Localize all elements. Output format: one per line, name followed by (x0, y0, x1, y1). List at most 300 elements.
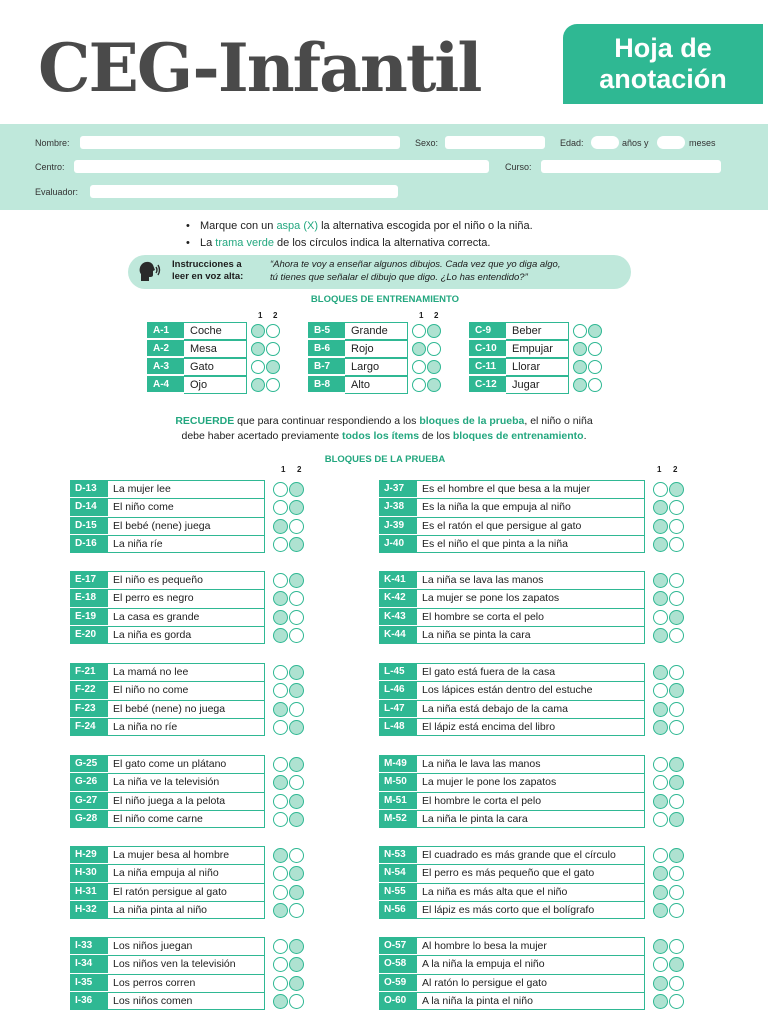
option-1-circle[interactable] (251, 360, 265, 374)
option-1-circle[interactable] (273, 665, 288, 680)
column-header-1: 1 (258, 311, 263, 320)
option-2-circle[interactable] (669, 519, 684, 534)
test-block (70, 755, 313, 828)
test-row (379, 901, 693, 919)
option-1-circle[interactable] (412, 324, 426, 338)
item-sentence: La niña se lava las manos (417, 571, 645, 589)
option-1-circle[interactable] (412, 360, 426, 374)
read-aloud-box (128, 255, 631, 289)
option-1-circle[interactable] (412, 378, 426, 392)
item-word: Gato (184, 358, 247, 376)
option-2-circle[interactable] (266, 324, 280, 338)
test-row (70, 792, 313, 810)
item-code: M-50 (379, 773, 417, 791)
test-row (379, 883, 693, 901)
item-code: O-57 (379, 937, 417, 955)
nombre-label: Nombre: (35, 138, 70, 148)
option-1-circle[interactable] (653, 885, 668, 900)
option-1-circle[interactable] (653, 720, 668, 735)
option-1-circle[interactable] (273, 939, 288, 954)
training-block (308, 322, 448, 394)
test-block (379, 480, 693, 553)
curso-field[interactable] (541, 160, 721, 173)
item-code: B-5 (308, 322, 345, 339)
item-code: G-26 (70, 773, 108, 791)
item-code: F-22 (70, 681, 108, 699)
item-sentence: Es el ratón el que persigue al gato (417, 517, 645, 535)
item-code: C-12 (469, 376, 506, 393)
option-2-circle[interactable] (289, 957, 304, 972)
evaluador-label: Evaluador: (35, 187, 79, 197)
test-row (379, 498, 693, 516)
item-code: I-35 (70, 974, 108, 992)
speaking-head-icon (138, 261, 162, 288)
item-sentence: La niña es gorda (108, 626, 265, 644)
option-1-circle[interactable] (573, 324, 587, 338)
option-1-circle[interactable] (273, 976, 288, 991)
option-1-circle[interactable] (653, 628, 668, 643)
item-code: H-32 (70, 901, 108, 919)
item-code: L-47 (379, 700, 417, 718)
bullet-text: de los círculos indica la alternativa correcta. (274, 237, 491, 249)
read-aloud-label (172, 259, 243, 283)
option-1-circle[interactable] (653, 537, 668, 552)
option-1-circle[interactable] (653, 848, 668, 863)
test-row (379, 589, 693, 607)
item-code: N-53 (379, 846, 417, 864)
option-1-circle[interactable] (653, 976, 668, 991)
option-2-circle[interactable] (289, 683, 304, 698)
test-row (70, 700, 313, 718)
reminder-notice (120, 414, 648, 444)
option-2-circle[interactable] (427, 360, 441, 374)
item-sentence: El hombre le corta el pelo (417, 792, 645, 810)
option-1-circle[interactable] (573, 378, 587, 392)
option-2-circle[interactable] (669, 775, 684, 790)
item-sentence: La mujer besa al hombre (108, 846, 265, 864)
option-1-circle[interactable] (412, 342, 426, 356)
item-code: O-58 (379, 955, 417, 973)
option-2-circle[interactable] (669, 628, 684, 643)
item-sentence: El gato come un plátano (108, 755, 265, 773)
item-code: G-25 (70, 755, 108, 773)
option-2-circle[interactable] (289, 866, 304, 881)
option-2-circle[interactable] (588, 360, 602, 374)
item-sentence: La mujer lee (108, 480, 265, 498)
item-code: B-8 (308, 376, 345, 393)
option-2-circle[interactable] (669, 500, 684, 515)
item-sentence: El lápiz es más corto que el bolígrafo (417, 901, 645, 919)
option-1-circle[interactable] (653, 665, 668, 680)
item-code: A-2 (147, 340, 184, 357)
item-code: B-7 (308, 358, 345, 375)
option-1-circle[interactable] (653, 757, 668, 772)
option-2-circle[interactable] (427, 324, 441, 338)
option-1-circle[interactable] (273, 482, 288, 497)
option-2-circle[interactable] (669, 957, 684, 972)
meses-label: meses (689, 138, 716, 148)
test-row (70, 883, 313, 901)
item-sentence: Es el niño el que pinta a la niña (417, 535, 645, 553)
column-header-2: 2 (297, 465, 302, 474)
option-2-circle[interactable] (669, 976, 684, 991)
item-code: J-38 (379, 498, 417, 516)
option-2-circle[interactable] (588, 324, 602, 338)
test-row (379, 792, 693, 810)
test-block (70, 480, 313, 553)
instructions-list (186, 218, 533, 252)
option-2-circle[interactable] (289, 573, 304, 588)
test-row (70, 626, 313, 644)
option-1-circle[interactable] (273, 775, 288, 790)
option-1-circle[interactable] (573, 360, 587, 374)
option-2-circle[interactable] (289, 519, 304, 534)
option-1-circle[interactable] (273, 500, 288, 515)
option-2-circle[interactable] (669, 683, 684, 698)
item-code: F-24 (70, 718, 108, 736)
option-2-circle[interactable] (266, 342, 280, 356)
item-code: F-23 (70, 700, 108, 718)
option-2-circle[interactable] (669, 812, 684, 827)
item-sentence: La niña le pinta la cara (417, 810, 645, 828)
test-row (70, 846, 313, 864)
notice-text: de los (419, 430, 453, 442)
option-2-circle[interactable] (669, 591, 684, 606)
option-1-circle[interactable] (273, 610, 288, 625)
item-code: C-10 (469, 340, 506, 357)
option-2-circle[interactable] (669, 702, 684, 717)
option-1-circle[interactable] (273, 794, 288, 809)
item-code: C-11 (469, 358, 506, 375)
item-code: E-20 (70, 626, 108, 644)
item-code: I-33 (70, 937, 108, 955)
test-row (70, 718, 313, 736)
option-2-circle[interactable] (266, 378, 280, 392)
notice-highlight: RECUERDE (175, 415, 235, 427)
option-1-circle[interactable] (273, 812, 288, 827)
option-1-circle[interactable] (273, 519, 288, 534)
option-2-circle[interactable] (289, 812, 304, 827)
option-1-circle[interactable] (653, 591, 668, 606)
option-1-circle[interactable] (273, 720, 288, 735)
training-row (308, 322, 448, 340)
evaluador-field[interactable] (90, 185, 398, 198)
item-sentence: La niña está debajo de la cama (417, 700, 645, 718)
option-1-circle[interactable] (653, 519, 668, 534)
sexo-field[interactable] (445, 136, 545, 149)
option-1-circle[interactable] (273, 757, 288, 772)
option-2-circle[interactable] (669, 537, 684, 552)
option-1-circle[interactable] (273, 537, 288, 552)
test-row (379, 571, 693, 589)
test-row (70, 810, 313, 828)
test-block (70, 663, 313, 736)
item-code: M-49 (379, 755, 417, 773)
test-block (379, 663, 693, 736)
badge-line-2: anotación (599, 64, 727, 94)
option-2-circle[interactable] (289, 537, 304, 552)
item-code: B-6 (308, 340, 345, 357)
item-word: Coche (184, 322, 247, 340)
test-row (70, 589, 313, 607)
option-2-circle[interactable] (588, 378, 602, 392)
column-header-1: 1 (657, 465, 662, 474)
notice-text: . (583, 430, 587, 442)
bullet-highlight: aspa (X) (276, 220, 319, 232)
item-code: N-55 (379, 883, 417, 901)
read-aloud-line: tú tienes que señalar el dibujo que digo. ¿Lo has entendido?” (270, 272, 528, 283)
option-2-circle[interactable] (669, 665, 684, 680)
option-1-circle[interactable] (653, 482, 668, 497)
option-1-circle[interactable] (653, 903, 668, 918)
option-1-circle[interactable] (653, 939, 668, 954)
option-2-circle[interactable] (289, 720, 304, 735)
item-code: H-29 (70, 846, 108, 864)
item-word: Empujar (506, 340, 569, 358)
option-2-circle[interactable] (289, 885, 304, 900)
item-code: F-21 (70, 663, 108, 681)
option-2-circle[interactable] (669, 939, 684, 954)
item-code: I-34 (70, 955, 108, 973)
bullet-text: Marque con un (200, 220, 277, 232)
training-row (469, 322, 609, 340)
option-1-circle[interactable] (273, 957, 288, 972)
test-row (70, 498, 313, 516)
option-1-circle[interactable] (653, 573, 668, 588)
bullet-mark-instruction (186, 218, 533, 235)
test-row (70, 773, 313, 791)
training-row (147, 340, 287, 358)
item-code: N-54 (379, 864, 417, 882)
column-header-2: 2 (434, 311, 439, 320)
option-2-circle[interactable] (427, 342, 441, 356)
option-1-circle[interactable] (653, 794, 668, 809)
test-row (70, 571, 313, 589)
option-1-circle[interactable] (653, 500, 668, 515)
option-2-circle[interactable] (289, 500, 304, 515)
item-sentence: El niño no come (108, 681, 265, 699)
option-2-circle[interactable] (669, 482, 684, 497)
read-aloud-text (270, 258, 626, 284)
training-row (308, 376, 448, 394)
option-2-circle[interactable] (289, 976, 304, 991)
item-code: J-40 (379, 535, 417, 553)
notice-highlight: bloques de la prueba (419, 415, 525, 427)
read-aloud-label-line: Instrucciones a (172, 259, 242, 270)
item-sentence: La niña es más alta que el niño (417, 883, 645, 901)
option-2-circle[interactable] (588, 342, 602, 356)
test-row (70, 517, 313, 535)
item-sentence: La niña le lava las manos (417, 755, 645, 773)
option-2-circle[interactable] (669, 848, 684, 863)
item-code: K-44 (379, 626, 417, 644)
option-2-circle[interactable] (289, 665, 304, 680)
option-2-circle[interactable] (669, 903, 684, 918)
option-1-circle[interactable] (653, 610, 668, 625)
option-1-circle[interactable] (653, 702, 668, 717)
item-sentence: Al ratón lo persigue el gato (417, 974, 645, 992)
item-word: Ojo (184, 376, 247, 394)
edad-label: Edad: (560, 138, 584, 148)
test-row (379, 810, 693, 828)
item-sentence: Los niños comen (108, 992, 265, 1010)
option-2-circle[interactable] (289, 482, 304, 497)
option-1-circle[interactable] (273, 848, 288, 863)
option-2-circle[interactable] (289, 903, 304, 918)
option-2-circle[interactable] (669, 610, 684, 625)
notice-text: , el niño o niña (524, 415, 593, 427)
option-1-circle[interactable] (273, 866, 288, 881)
item-code: L-48 (379, 718, 417, 736)
option-2-circle[interactable] (669, 994, 684, 1009)
item-sentence: El bebé (nene) no juega (108, 700, 265, 718)
option-2-circle[interactable] (289, 628, 304, 643)
test-block (379, 755, 693, 828)
option-2-circle[interactable] (669, 885, 684, 900)
option-1-circle[interactable] (251, 378, 265, 392)
read-aloud-line: “Ahora te voy a enseñar algunos dibujos. Cada vez que yo diga algo, (270, 259, 561, 270)
notice-text: que para continuar respondiendo a los (234, 415, 420, 427)
test-row (379, 864, 693, 882)
item-code: M-52 (379, 810, 417, 828)
training-heading: BLOQUES DE ENTRENAMIENTO (310, 294, 460, 305)
item-sentence: Los niños juegan (108, 937, 265, 955)
option-1-circle[interactable] (273, 573, 288, 588)
item-sentence: El bebé (nene) juega (108, 517, 265, 535)
item-sentence: Es el hombre el que besa a la mujer (417, 480, 645, 498)
page-title: CEG-Infantil (38, 29, 481, 107)
test-block (70, 846, 313, 919)
option-1-circle[interactable] (251, 342, 265, 356)
item-word: Grande (345, 322, 408, 340)
item-sentence: La mujer le pone los zapatos (417, 773, 645, 791)
option-1-circle[interactable] (653, 994, 668, 1009)
item-word: Alto (345, 376, 408, 394)
training-row (469, 358, 609, 376)
test-row (70, 681, 313, 699)
option-2-circle[interactable] (427, 378, 441, 392)
edad-meses-field[interactable] (657, 136, 685, 149)
item-code: L-45 (379, 663, 417, 681)
test-block (70, 937, 313, 1010)
centro-field[interactable] (74, 160, 489, 173)
training-row (147, 376, 287, 394)
edad-anos-field[interactable] (591, 136, 619, 149)
item-sentence: La casa es grande (108, 608, 265, 626)
item-code: D-16 (70, 535, 108, 553)
column-header-2: 2 (673, 465, 678, 474)
item-code: H-31 (70, 883, 108, 901)
option-2-circle[interactable] (669, 794, 684, 809)
item-code: K-43 (379, 608, 417, 626)
item-sentence: El ratón persigue al gato (108, 883, 265, 901)
option-1-circle[interactable] (273, 591, 288, 606)
option-2-circle[interactable] (289, 775, 304, 790)
item-code: E-17 (70, 571, 108, 589)
item-sentence: Al hombre lo besa la mujer (417, 937, 645, 955)
training-row (308, 340, 448, 358)
option-2-circle[interactable] (669, 720, 684, 735)
option-2-circle[interactable] (289, 848, 304, 863)
item-code: K-42 (379, 589, 417, 607)
option-2-circle[interactable] (266, 360, 280, 374)
test-row (70, 480, 313, 498)
test-row (379, 626, 693, 644)
test-row (379, 700, 693, 718)
test-row (379, 718, 693, 736)
test-row (379, 535, 693, 553)
item-sentence: La mujer se pone los zapatos (417, 589, 645, 607)
option-2-circle[interactable] (669, 757, 684, 772)
option-2-circle[interactable] (669, 573, 684, 588)
item-code: A-4 (147, 376, 184, 393)
option-1-circle[interactable] (653, 775, 668, 790)
item-sentence: El niño es pequeño (108, 571, 265, 589)
training-block (147, 322, 287, 394)
badge-line-1: Hoja de (614, 33, 712, 63)
option-1-circle[interactable] (653, 866, 668, 881)
option-1-circle[interactable] (273, 903, 288, 918)
item-code: E-18 (70, 589, 108, 607)
item-sentence: Los perros corren (108, 974, 265, 992)
option-2-circle[interactable] (289, 794, 304, 809)
item-word: Llorar (506, 358, 569, 376)
test-row (379, 517, 693, 535)
training-row (308, 358, 448, 376)
option-2-circle[interactable] (669, 866, 684, 881)
option-1-circle[interactable] (273, 885, 288, 900)
sheet-type-badge (563, 24, 763, 104)
bullet-green-instruction (186, 235, 533, 252)
option-2-circle[interactable] (289, 591, 304, 606)
test-row (70, 955, 313, 973)
item-code: C-9 (469, 322, 506, 339)
test-row (379, 755, 693, 773)
option-1-circle[interactable] (653, 957, 668, 972)
nombre-field[interactable] (80, 136, 400, 149)
item-sentence: El niño come carne (108, 810, 265, 828)
test-row (379, 608, 693, 626)
test-row (70, 535, 313, 553)
test-row (379, 681, 693, 699)
option-2-circle[interactable] (289, 939, 304, 954)
option-1-circle[interactable] (273, 683, 288, 698)
item-code: J-37 (379, 480, 417, 498)
test-row (379, 955, 693, 973)
option-1-circle[interactable] (653, 812, 668, 827)
item-code: D-14 (70, 498, 108, 516)
option-2-circle[interactable] (289, 702, 304, 717)
item-sentence: La niña no ríe (108, 718, 265, 736)
item-code: H-30 (70, 864, 108, 882)
option-1-circle[interactable] (653, 683, 668, 698)
option-2-circle[interactable] (289, 757, 304, 772)
test-row (70, 937, 313, 955)
option-2-circle[interactable] (289, 610, 304, 625)
test-row (379, 663, 693, 681)
option-1-circle[interactable] (273, 628, 288, 643)
test-row (70, 864, 313, 882)
item-code: N-56 (379, 901, 417, 919)
option-1-circle[interactable] (251, 324, 265, 338)
option-1-circle[interactable] (273, 702, 288, 717)
item-sentence: La niña ríe (108, 535, 265, 553)
option-1-circle[interactable] (573, 342, 587, 356)
option-1-circle[interactable] (273, 994, 288, 1009)
item-sentence: A la niña la empuja el niño (417, 955, 645, 973)
anos-label: años y (622, 138, 649, 148)
option-2-circle[interactable] (289, 994, 304, 1009)
